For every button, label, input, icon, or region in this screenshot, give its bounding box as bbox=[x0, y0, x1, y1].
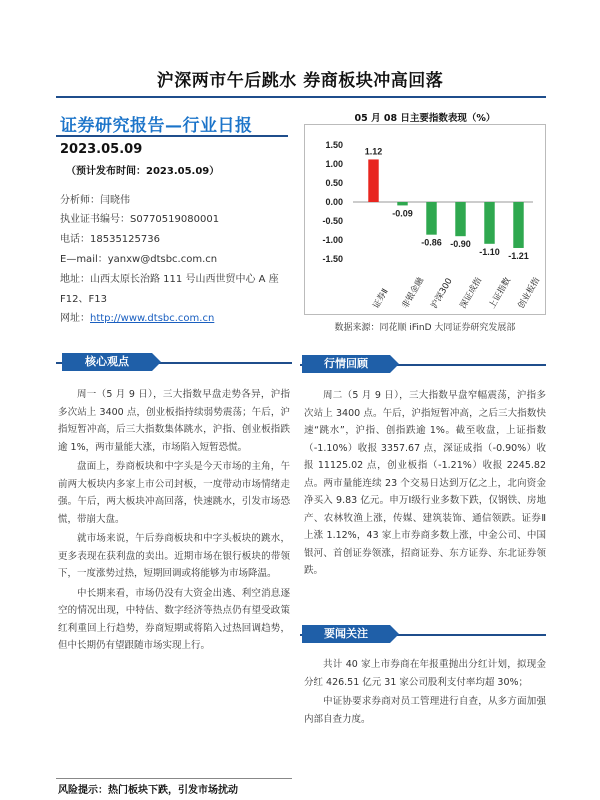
data-label: -0.86 bbox=[421, 237, 442, 248]
data-label: 1.12 bbox=[364, 146, 383, 157]
core-section-tab: 核心观点 bbox=[62, 353, 152, 371]
analyst-address-cont: F12、F13 bbox=[60, 294, 107, 305]
y-tick-label: -0.50 bbox=[322, 216, 343, 226]
x-tick-label: 沪深300 bbox=[429, 276, 455, 311]
chart-bar bbox=[368, 159, 378, 202]
analyst-name: 分析师：闫晓伟 bbox=[60, 195, 130, 206]
website-link[interactable]: http://www.dtsbc.com.cn bbox=[90, 313, 215, 324]
analyst-license: 执业证书编号：S0770519080001 bbox=[60, 214, 220, 225]
core-paragraph: 就市场来说，午后券商板块和中字头板块的跳水，更多表现在获利盘的卖出。近期市场在银行板块的带领下，一度涨势过热，短期回调或将能够为市场降温。 bbox=[58, 533, 290, 579]
index-chart-svg bbox=[305, 125, 545, 314]
index-chart bbox=[304, 124, 546, 315]
analyst-phone: 电话：18535125736 bbox=[60, 234, 160, 245]
x-tick-label: 证券Ⅱ bbox=[371, 287, 391, 311]
news-section-tab: 要闻关注 bbox=[302, 625, 390, 643]
y-tick-label: 0.00 bbox=[325, 197, 343, 207]
website-label: 网址： bbox=[60, 313, 90, 324]
core-paragraph: 盘面上，券商板块和中字头是今天市场的主角，午前两大板块内多家上市公司封板，一度带动市场情绪走强。午后，两大板块冲高回落，快速跳水，引发市场恐慌，带崩大盘。 bbox=[58, 461, 290, 525]
page-headline: 沪深两市午后跳水 券商板块冲高回落 bbox=[156, 71, 444, 91]
x-tick-label: 非银金融 bbox=[400, 276, 427, 311]
report-date: 2023.05.09 bbox=[60, 142, 143, 157]
news-paragraph: 共计 40 家上市券商在年报重抛出分红计划，拟现金分红 426.51 亿元 31 家公司股利支付率均超 30%； bbox=[304, 659, 546, 688]
y-tick-label: -1.00 bbox=[322, 235, 343, 245]
analyst-address: 地址：山西太原长治路 111 号山西世贸中心 A 座 bbox=[60, 274, 279, 285]
report-title: 证券研究报告—行业日报 bbox=[60, 116, 253, 136]
chart-bar bbox=[455, 202, 465, 236]
headline-rule bbox=[56, 96, 546, 98]
news-paragraph: 中证协要求券商对员工管理进行自查，从多方面加强内部自查力度。 bbox=[304, 696, 546, 725]
core-paragraph: 周一（5 月 9 日），三大指数早盘走势各异，沪指多次站上 3400 点，创业板指持续弱势震荡；午后，沪指短暂冲高，后三大指数集体跳水，沪指、创业板指跌逾 1%，两市量能大涨，市场陷入短暂恐慌。 bbox=[58, 389, 290, 453]
analyst-website bbox=[60, 312, 214, 326]
analyst-email: E—mail：yanxw@dtsbc.com.cn bbox=[60, 254, 218, 265]
chart-source: 数据来源：同花顺 iFinD 大同证券研究发展部 bbox=[334, 323, 516, 333]
publish-time: （预计发布时间：2023.05.09） bbox=[66, 166, 220, 177]
news-body bbox=[304, 656, 546, 730]
data-label: -1.10 bbox=[479, 246, 500, 257]
chart-bar bbox=[426, 202, 436, 235]
market-body bbox=[304, 387, 546, 582]
x-tick-label: 深证成指 bbox=[458, 276, 485, 311]
core-paragraph: 中长期来看，市场仍没有大资金出逃、利空消息逐空的情况出现，中特估、数字经济等热点仍有望受政策红利重回上行趋势，券商短期或将陷入过热回调趋势，但中长期仍有望跟随市场实现上行。 bbox=[58, 587, 290, 651]
data-label: -0.90 bbox=[450, 239, 471, 250]
data-label: -1.21 bbox=[508, 250, 529, 261]
data-label: -0.09 bbox=[392, 208, 413, 219]
chart-bar bbox=[484, 202, 494, 244]
chart-bar bbox=[513, 202, 523, 248]
market-section-tab: 行情回顾 bbox=[302, 355, 390, 373]
y-tick-label: -1.50 bbox=[322, 254, 343, 264]
y-tick-label: 1.00 bbox=[325, 159, 343, 169]
y-tick-label: 1.50 bbox=[325, 140, 343, 150]
core-body bbox=[58, 386, 290, 657]
risk-rule bbox=[56, 778, 292, 779]
x-tick-label: 上证指数 bbox=[487, 276, 514, 311]
market-paragraph: 周二（5 月 9 日），三大指数早盘窄幅震荡，沪指多次站上 3400 点。午后，沪指短暂冲高，之后三大指数快速“跳水”，沪指、创指跌逾 1%。截至收盘，上证指数（-1.10%）收报 3357.67 点，深证成指（-0.90%）收报 11125.02 点，创业板指（-1.21%）收报 2245.82 点。两市量能连续 23 个交易日达到万亿之上，北向资金净买入 9.83 亿元。申万Ⅰ级行业多数下跌，仅钢铁、房地产、农林牧渔上涨，传媒、建筑装饰、通信领跌。证券Ⅱ上涨 1.12%，43 家上市券商多数上涨，中金公司、中国银河、首创证券领涨，招商证券、东方证券、东北证券领跌。 bbox=[304, 390, 546, 576]
y-tick-label: 0.50 bbox=[325, 178, 343, 188]
x-tick-label: 创业板指 bbox=[516, 276, 543, 311]
risk-warning: 风险提示：热门板块下跌，引发市场扰动 bbox=[58, 785, 238, 796]
report-title-rule bbox=[56, 135, 288, 137]
chart-title: 05 月 08 日主要指数表现（%） bbox=[354, 113, 496, 124]
chart-bar bbox=[397, 202, 407, 205]
